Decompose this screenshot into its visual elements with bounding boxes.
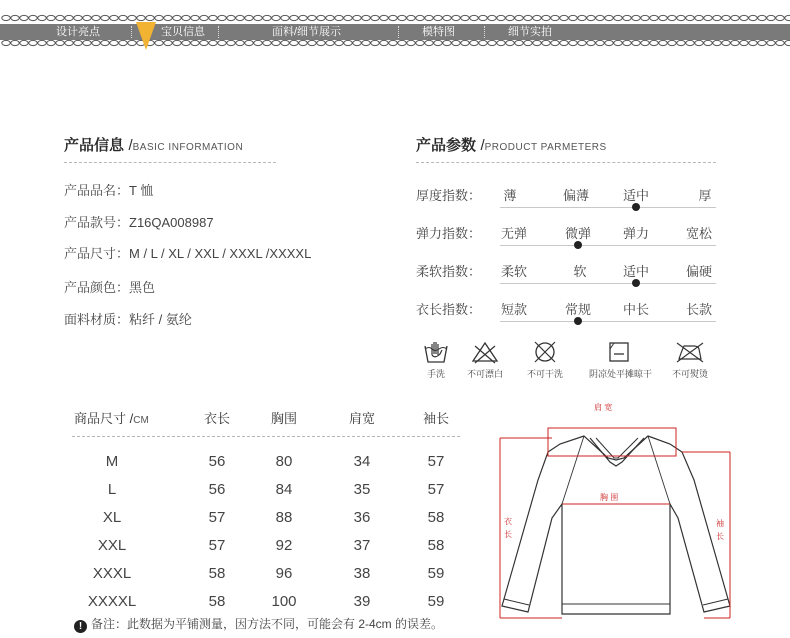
sleeve-cell: 57	[427, 453, 445, 470]
shoulder-cell: 35	[353, 481, 371, 498]
param-track	[500, 245, 716, 246]
sweater-outline-icon	[492, 396, 762, 628]
length-cell: 58	[208, 593, 226, 610]
active-tab-marker-icon	[136, 22, 156, 50]
warning-icon: !	[74, 620, 87, 633]
product-params-heading	[416, 134, 607, 155]
size-header-label: 商品尺寸 /	[74, 411, 134, 426]
care-label: 手洗	[426, 369, 445, 379]
product-params-subtitle: PRODUCT PARMETERS	[484, 142, 607, 153]
param-option: 宽松	[685, 226, 713, 241]
size-note	[74, 615, 443, 633]
heading-slash: /	[480, 137, 485, 154]
chain-border-bottom	[0, 39, 790, 47]
size-cell: M	[105, 453, 119, 470]
info-row-sizes: 产品尺寸：M / L / XL / XXL / XXXL /XXXXL	[64, 246, 312, 261]
param-row-length	[416, 299, 716, 327]
nav-item-fabric-details[interactable]: 面料/细节展示	[272, 26, 342, 38]
param-option: 柔软	[500, 264, 528, 279]
nav-divider	[131, 26, 132, 38]
basic-info-title: 产品信息	[64, 137, 125, 154]
care-label: 不可漂白	[466, 369, 503, 379]
flat-dry-shade-icon	[606, 340, 632, 364]
size-cell: XL	[102, 509, 122, 526]
sleeve-label-2: 长	[716, 532, 724, 541]
size-table-divider	[72, 436, 460, 437]
length-cell: 57	[208, 509, 226, 526]
info-row-material: 面料材质：粘纤 / 氨纶	[64, 312, 192, 327]
length-cell: 56	[208, 453, 226, 470]
nav-divider	[484, 26, 485, 38]
param-label: 柔软指数：	[416, 264, 482, 279]
param-track	[500, 283, 716, 284]
size-header-shoulder: 肩宽	[348, 411, 376, 426]
chest-cell: 100	[271, 593, 297, 610]
care-label: 不可熨烫	[671, 369, 708, 379]
param-option: 无弹	[500, 226, 528, 241]
nav-divider	[218, 26, 219, 38]
size-note-text: 备注：此数据为平铺测量，因方法不同，可能会有 2-4cm 的误差。	[91, 617, 444, 631]
param-label: 厚度指数：	[416, 188, 482, 203]
param-indicator-dot	[574, 241, 582, 249]
info-row-style-number: 产品款号：Z16QA008987	[64, 215, 214, 230]
length-label-2: 长	[504, 530, 512, 539]
length-cell: 58	[208, 565, 226, 582]
param-indicator-dot	[632, 203, 640, 211]
info-row-name: 产品品名：T 恤	[64, 183, 154, 198]
heading-slash: /	[128, 137, 133, 154]
size-table-header-size	[74, 408, 149, 427]
param-label: 弹力指数：	[416, 226, 482, 241]
chain-border-top	[0, 14, 790, 22]
shoulder-cell: 37	[353, 537, 371, 554]
length-cell: 57	[208, 537, 226, 554]
no-bleach-icon	[471, 340, 499, 364]
sleeve-cell: 59	[427, 565, 445, 582]
product-params-divider	[416, 162, 716, 163]
size-cell: XXXL	[92, 565, 132, 582]
param-row-softness	[416, 261, 716, 289]
chest-cell: 84	[275, 481, 293, 498]
shoulder-cell: 39	[353, 593, 371, 610]
param-option: 偏薄	[562, 188, 590, 203]
nav-item-design-highlights[interactable]: 设计亮点	[56, 26, 100, 38]
size-header-length: 衣长	[203, 411, 231, 426]
param-label: 衣长指数：	[416, 302, 482, 317]
sleeve-cell: 59	[427, 593, 445, 610]
sleeve-cell: 58	[427, 537, 445, 554]
chest-label: 胸 围	[600, 493, 619, 502]
care-item-no-bleach	[455, 340, 515, 380]
nav-bar	[0, 24, 790, 40]
length-cell: 56	[208, 481, 226, 498]
nav-item-detail-photos[interactable]: 细节实拍	[508, 26, 552, 38]
care-label: 阴凉处平摊晾干	[589, 369, 653, 379]
param-option: 弹力	[622, 226, 650, 241]
size-header-sleeve: 袖长	[422, 411, 450, 426]
shoulder-cell: 36	[353, 509, 371, 526]
care-label: 不可干洗	[526, 369, 563, 379]
param-indicator-dot	[632, 279, 640, 287]
length-label-1: 衣	[504, 517, 512, 526]
chest-cell: 92	[275, 537, 293, 554]
shoulder-cell: 34	[353, 453, 371, 470]
param-option: 短款	[500, 302, 528, 317]
basic-info-subtitle: BASIC INFORMATION	[132, 142, 244, 153]
param-option: 薄	[503, 188, 517, 203]
sleeve-label-1: 袖	[716, 519, 724, 528]
param-row-thickness	[416, 185, 716, 213]
hand-wash-icon	[423, 340, 449, 364]
nav-item-product-info[interactable]: 宝贝信息	[161, 26, 205, 38]
no-iron-icon	[674, 340, 706, 364]
param-track	[500, 207, 716, 208]
basic-info-heading	[64, 134, 243, 155]
info-row-color: 产品颜色：黑色	[64, 280, 156, 295]
param-option: 适中	[622, 264, 650, 279]
sleeve-cell: 57	[427, 481, 445, 498]
size-cell: XXXXL	[87, 593, 137, 610]
param-option: 常规	[564, 302, 592, 317]
care-item-flat-dry-shade	[589, 340, 653, 380]
no-dry-clean-icon	[532, 340, 558, 364]
chest-cell: 80	[275, 453, 293, 470]
basic-info-divider	[64, 162, 276, 163]
care-item-no-dry-clean	[515, 340, 575, 380]
sleeve-cell: 58	[427, 509, 445, 526]
param-row-elasticity	[416, 223, 716, 251]
param-option: 软	[573, 264, 587, 279]
param-option: 微弹	[564, 226, 592, 241]
param-option: 偏硬	[685, 264, 713, 279]
product-params-title: 产品参数	[416, 137, 477, 154]
shoulder-width-label: 肩 宽	[594, 403, 613, 412]
care-item-no-iron	[660, 340, 720, 380]
size-cell: XXL	[97, 537, 127, 554]
top-navigation	[0, 0, 790, 48]
size-cell: L	[107, 481, 117, 498]
param-option: 厚	[698, 188, 712, 203]
param-option: 中长	[622, 302, 650, 317]
shoulder-cell: 38	[353, 565, 371, 582]
param-indicator-dot	[574, 317, 582, 325]
param-track	[500, 321, 716, 322]
chest-cell: 96	[275, 565, 293, 582]
size-header-chest: 胸围	[270, 411, 298, 426]
garment-diagram	[492, 396, 762, 628]
param-option: 适中	[622, 188, 650, 203]
nav-item-model-photos[interactable]: 模特图	[422, 26, 455, 38]
chest-cell: 88	[275, 509, 293, 526]
param-option: 长款	[685, 302, 713, 317]
nav-divider	[398, 26, 399, 38]
size-header-unit: CM	[133, 415, 149, 426]
